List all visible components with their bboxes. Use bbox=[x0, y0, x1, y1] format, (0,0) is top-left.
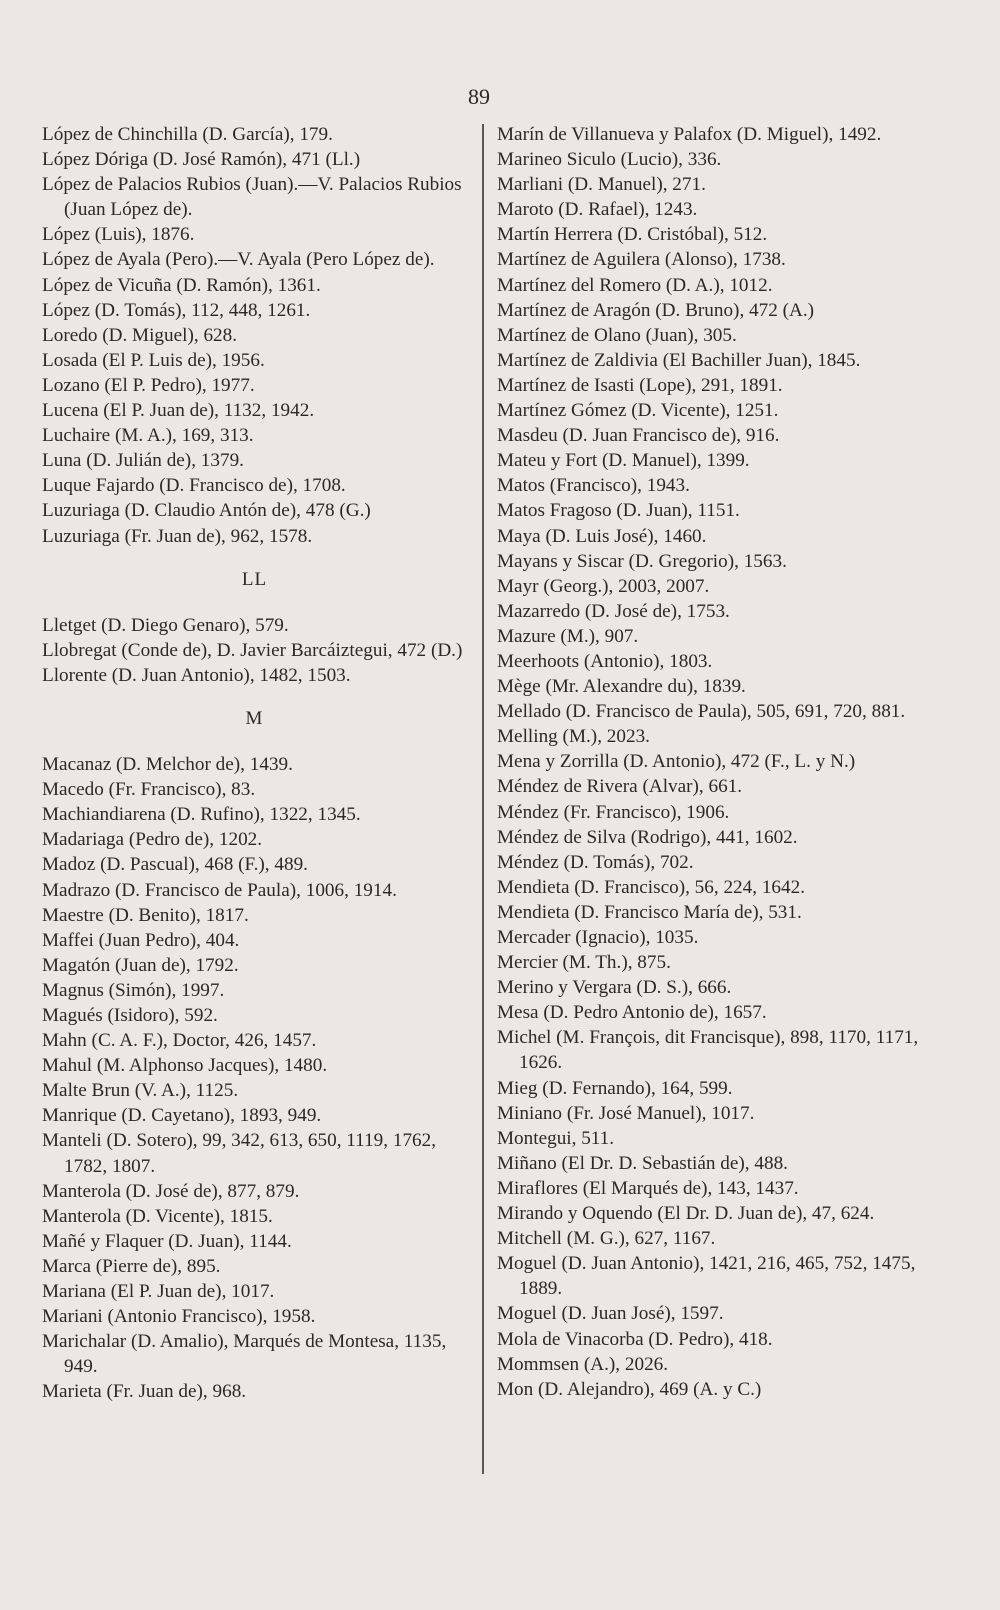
index-entry: Marín de Villanueva y Palafox (D. Miguel), 1492. bbox=[497, 124, 882, 145]
index-entry: Mommsen (A.), 2026. bbox=[497, 1353, 669, 1375]
index-entry: Maffei (Juan Pedro), 404. bbox=[42, 929, 240, 951]
index-entry: Mayr (Georg.), 2003, 2007. bbox=[497, 575, 710, 597]
index-entry: Mirando y Oquendo (El Dr. D. Juan de), 47, 624. bbox=[497, 1203, 875, 1225]
index-entry: Mateu y Fort (D. Manuel), 1399. bbox=[497, 450, 750, 472]
index-entry: López de Palacios Rubios (Juan).—V. Palacios Rubios (Juan López de). bbox=[42, 174, 462, 221]
index-entry: Marca (Pierre de), 895. bbox=[42, 1255, 221, 1277]
left-column bbox=[42, 122, 467, 1405]
index-entry: Mercader (Ignacio), 1035. bbox=[497, 927, 699, 948]
entries-l bbox=[42, 122, 467, 549]
index-entry: Mège (Mr. Alexandre du), 1839. bbox=[497, 676, 746, 698]
index-entry: Marliani (D. Manuel), 271. bbox=[497, 174, 706, 196]
index-entry: Manteli (D. Sotero), 99, 342, 613, 650, 1119, 1762, 1782, 1807. bbox=[42, 1130, 437, 1177]
index-entry: Madariaga (Pedro de), 1202. bbox=[42, 829, 263, 851]
index-entry: Madrazo (D. Francisco de Paula), 1006, 1914. bbox=[42, 879, 397, 901]
index-entry: Mariana (El P. Juan de), 1017. bbox=[42, 1281, 275, 1303]
right-column bbox=[497, 122, 937, 1402]
index-entry: Marichalar (D. Amalio), Marqués de Montesa, 1135, 949. bbox=[42, 1331, 447, 1378]
index-entry: Matos (Francisco), 1943. bbox=[497, 475, 690, 497]
index-entry: Masdeu (D. Juan Francisco de), 916. bbox=[497, 425, 780, 447]
index-entry: Maya (D. Luis José), 1460. bbox=[497, 525, 707, 547]
index-entry: Mon (D. Alejandro), 469 (A. y C.) bbox=[497, 1378, 762, 1400]
index-entry: Martínez de Aragón (D. Bruno), 472 (A.) bbox=[497, 299, 815, 321]
index-entry: Mahul (M. Alphonso Jacques), 1480. bbox=[42, 1055, 328, 1077]
index-entry: Luchaire (M. A.), 169, 313. bbox=[42, 425, 254, 447]
index-entry: Loredo (D. Miguel), 628. bbox=[42, 324, 238, 346]
index-entry: Moguel (D. Juan Antonio), 1421, 216, 465, 752, 1475, 1889. bbox=[497, 1253, 916, 1300]
index-entry: López (Luis), 1876. bbox=[42, 224, 195, 246]
index-entry: Magnus (Simón), 1997. bbox=[42, 979, 225, 1001]
index-entry: Miñano (El Dr. D. Sebastián de), 488. bbox=[497, 1152, 788, 1174]
index-entry: Martínez de Olano (Juan), 305. bbox=[497, 324, 737, 346]
page-number: 89 bbox=[468, 84, 490, 109]
entries-right bbox=[497, 122, 937, 1402]
index-entry: Mena y Zorrilla (D. Antonio), 472 (F., L. y N.) bbox=[497, 751, 856, 773]
index-entry: Lozano (El P. Pedro), 1977. bbox=[42, 374, 255, 396]
entries-m bbox=[42, 752, 467, 1404]
index-entry: Miraflores (El Marqués de), 143, 1437. bbox=[497, 1177, 799, 1199]
index-entry: Machiandiarena (D. Rufino), 1322, 1345. bbox=[42, 804, 361, 826]
index-entry: Mazarredo (D. José de), 1753. bbox=[497, 600, 730, 622]
index-entry: Méndez de Rivera (Alvar), 661. bbox=[497, 776, 743, 798]
index-entry: Manterola (D. José de), 877, 879. bbox=[42, 1180, 300, 1202]
index-entry: Mahn (C. A. F.), Doctor, 426, 1457. bbox=[42, 1030, 317, 1052]
index-entry: Macedo (Fr. Francisco), 83. bbox=[42, 779, 256, 801]
column-divider bbox=[482, 124, 484, 1474]
index-entry: Magués (Isidoro), 592. bbox=[42, 1005, 218, 1026]
index-entry: Mercier (M. Th.), 875. bbox=[497, 952, 671, 974]
section-heading-m: M bbox=[245, 707, 264, 729]
index-entry: Mayans y Siscar (D. Gregorio), 1563. bbox=[497, 550, 787, 572]
index-entry: López de Chinchilla (D. García), 179. bbox=[42, 124, 333, 145]
index-entry: Luque Fajardo (D. Francisco de), 1708. bbox=[42, 475, 346, 497]
index-entry: Michel (M. François, dit Francisque), 898, 1170, 1171, 1626. bbox=[497, 1027, 919, 1074]
index-entry: Mendieta (D. Francisco), 56, 224, 1642. bbox=[497, 876, 806, 898]
index-entry: Losada (El P. Luis de), 1956. bbox=[42, 349, 265, 371]
index-entry: Melling (M.), 2023. bbox=[497, 726, 650, 748]
index-entry: Mesa (D. Pedro Antonio de), 1657. bbox=[497, 1002, 767, 1024]
index-entry: Malte Brun (V. A.), 1125. bbox=[42, 1080, 239, 1102]
index-entry: Merino y Vergara (D. S.), 666. bbox=[497, 977, 732, 999]
index-entry: Méndez de Silva (Rodrigo), 441, 1602. bbox=[497, 826, 798, 848]
index-entry: Mola de Vinacorba (D. Pedro), 418. bbox=[497, 1328, 773, 1350]
index-entry: Mañé y Flaquer (D. Juan), 1144. bbox=[42, 1230, 292, 1252]
index-entry: Llorente (D. Juan Antonio), 1482, 1503. bbox=[42, 664, 351, 686]
index-entry: Miniano (Fr. José Manuel), 1017. bbox=[497, 1102, 755, 1124]
index-entry: Madoz (D. Pascual), 468 (F.), 489. bbox=[42, 854, 308, 876]
index-entry: Moguel (D. Juan José), 1597. bbox=[497, 1303, 724, 1325]
index-entry: Luna (D. Julián de), 1379. bbox=[42, 450, 244, 472]
index-entry: Mieg (D. Fernando), 164, 599. bbox=[497, 1077, 733, 1099]
index-entry: Magatón (Juan de), 1792. bbox=[42, 954, 239, 976]
index-entry: Mendieta (D. Francisco María de), 531. bbox=[497, 901, 802, 923]
index-entry: Martínez del Romero (D. A.), 1012. bbox=[497, 274, 773, 296]
index-entry: López de Vicuña (D. Ramón), 1361. bbox=[42, 274, 321, 296]
index-entry: Luzuriaga (Fr. Juan de), 962, 1578. bbox=[42, 525, 313, 547]
section-heading-ll: LL bbox=[241, 568, 268, 590]
index-entry: Martínez de Isasti (Lope), 291, 1891. bbox=[497, 374, 783, 396]
index-entry: López Dóriga (D. José Ramón), 471 (Ll.) bbox=[42, 149, 361, 171]
index-entry: Maestre (D. Benito), 1817. bbox=[42, 904, 249, 926]
index-entry: López (D. Tomás), 112, 448, 1261. bbox=[42, 299, 311, 321]
index-entry: Meerhoots (Antonio), 1803. bbox=[497, 650, 713, 672]
index-entry: Manterola (D. Vicente), 1815. bbox=[42, 1205, 273, 1227]
index-entry: Matos Fragoso (D. Juan), 1151. bbox=[497, 500, 740, 522]
index-entry: Luzuriaga (D. Claudio Antón de), 478 (G.) bbox=[42, 500, 371, 522]
index-entry: López de Ayala (Pero).—V. Ayala (Pero López de). bbox=[42, 249, 435, 271]
index-entry: Montegui, 511. bbox=[497, 1127, 615, 1149]
index-entry: Mitchell (M. G.), 627, 1167. bbox=[497, 1228, 716, 1250]
entries-ll bbox=[42, 613, 467, 688]
index-entry: Martín Herrera (D. Cristóbal), 512. bbox=[497, 224, 768, 246]
index-entry: Marieta (Fr. Juan de), 968. bbox=[42, 1381, 247, 1403]
index-entry: Llobregat (Conde de), D. Javier Barcáiztegui, 472 (D.) bbox=[42, 639, 463, 661]
index-entry: Méndez (D. Tomás), 702. bbox=[497, 851, 694, 873]
index-entry: Mariani (Antonio Francisco), 1958. bbox=[42, 1306, 316, 1328]
index-entry: Mellado (D. Francisco de Paula), 505, 691, 720, 881. bbox=[497, 701, 906, 723]
index-entry: Maroto (D. Rafael), 1243. bbox=[497, 199, 698, 221]
index-entry: Martínez de Zaldivia (El Bachiller Juan), 1845. bbox=[497, 349, 861, 371]
index-entry: Manrique (D. Cayetano), 1893, 949. bbox=[42, 1105, 322, 1127]
index-entry: Mazure (M.), 907. bbox=[497, 625, 639, 647]
index-entry: Martínez de Aguilera (Alonso), 1738. bbox=[497, 249, 786, 271]
index-entry: Martínez Gómez (D. Vicente), 1251. bbox=[497, 400, 779, 422]
index-entry: Lucena (El P. Juan de), 1132, 1942. bbox=[42, 400, 315, 422]
index-entry: Macanaz (D. Melchor de), 1439. bbox=[42, 754, 293, 776]
index-entry: Marineo Siculo (Lucio), 336. bbox=[497, 149, 722, 171]
index-entry: Lletget (D. Diego Genaro), 579. bbox=[42, 614, 289, 636]
index-entry: Méndez (Fr. Francisco), 1906. bbox=[497, 801, 730, 823]
